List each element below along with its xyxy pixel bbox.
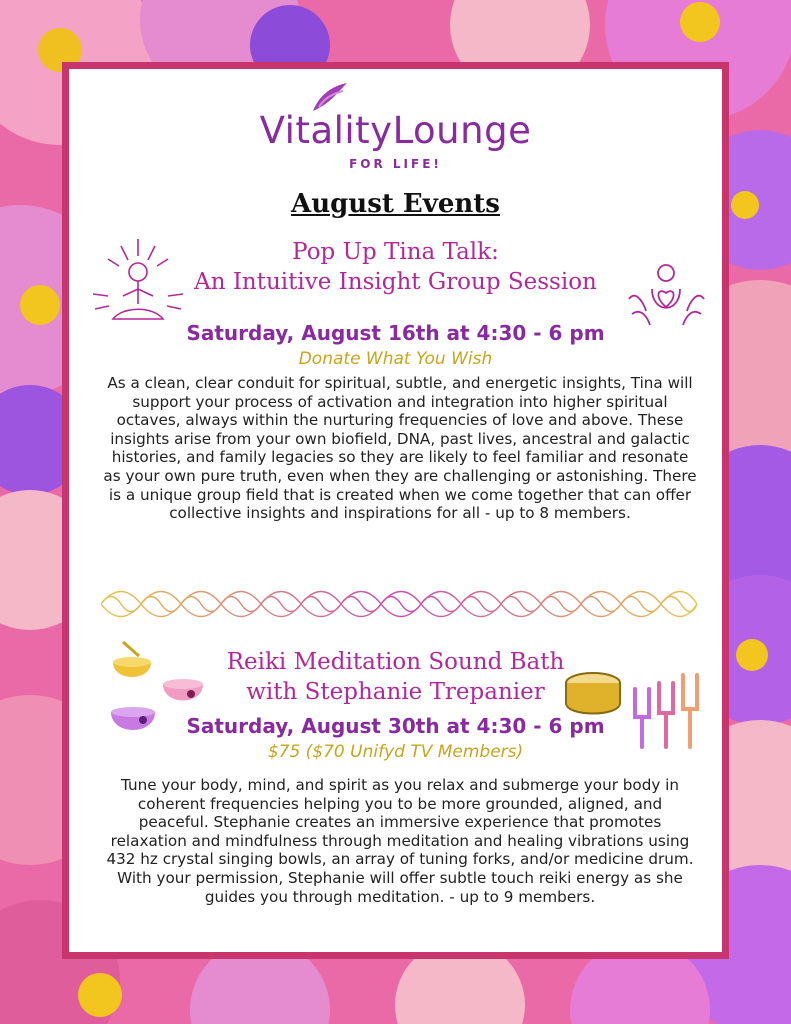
event-flyer-panel <box>62 62 729 959</box>
event2-title-line2: with Stephanie Trepanier <box>246 679 545 705</box>
tuning-forks-icon <box>627 669 707 751</box>
logo-tagline: FOR LIFE! <box>349 157 442 171</box>
event1-title-line1: Pop Up Tina Talk: <box>292 239 499 265</box>
event1-title-line2: An Intuitive Insight Group Session <box>194 269 597 295</box>
event2-title-line1: Reiki Meditation Sound Bath <box>226 649 565 675</box>
event2-price: $75 ($70 Unifyd TV Members) <box>267 742 524 762</box>
event1-price: Donate What You Wish <box>298 349 493 369</box>
page-title: August Events <box>291 189 500 219</box>
event2-title <box>69 647 722 707</box>
drum-icon <box>563 669 623 719</box>
event2-date: Saturday, August 30th at 4:30 - 6 pm <box>186 714 605 738</box>
sound-wave-divider <box>101 574 697 634</box>
event2-description: Tune your body, mind, and spirit as you relax and submerge your body in coherent frequencies helping you to be more grounded, aligned, and peaceful. Stephanie creates an immersive experience that promotes relaxation and mindfulness through meditation and healing vibrations using 432 hz crystal singing bowls, an array of tuning forks, and/or medicine drum. With your permission, Stephanie will offer subtle touch reiki energy as she guides you through meditation. - up to 9 members. <box>106 776 694 906</box>
event1-date: Saturday, August 16th at 4:30 - 6 pm <box>186 321 605 345</box>
event1-description: As a clean, clear conduit for spiritual, subtle, and energetic insights, Tina will support your process of activation and integration into higher spiritual octaves, always within the nurturing frequencies of love and above. These insights arise from your own biofield, DNA, past lives, ancestral and galactic histories, and family legacies so they are likely to feel familiar and resonate as your own pure truth, even when they are challenging or astonishing. There is a unique group field that is created when we come together that can offer collective insights and inspirations for all - up to 8 members. <box>103 374 697 523</box>
logo-wordmark: VitalityLounge <box>259 109 532 152</box>
